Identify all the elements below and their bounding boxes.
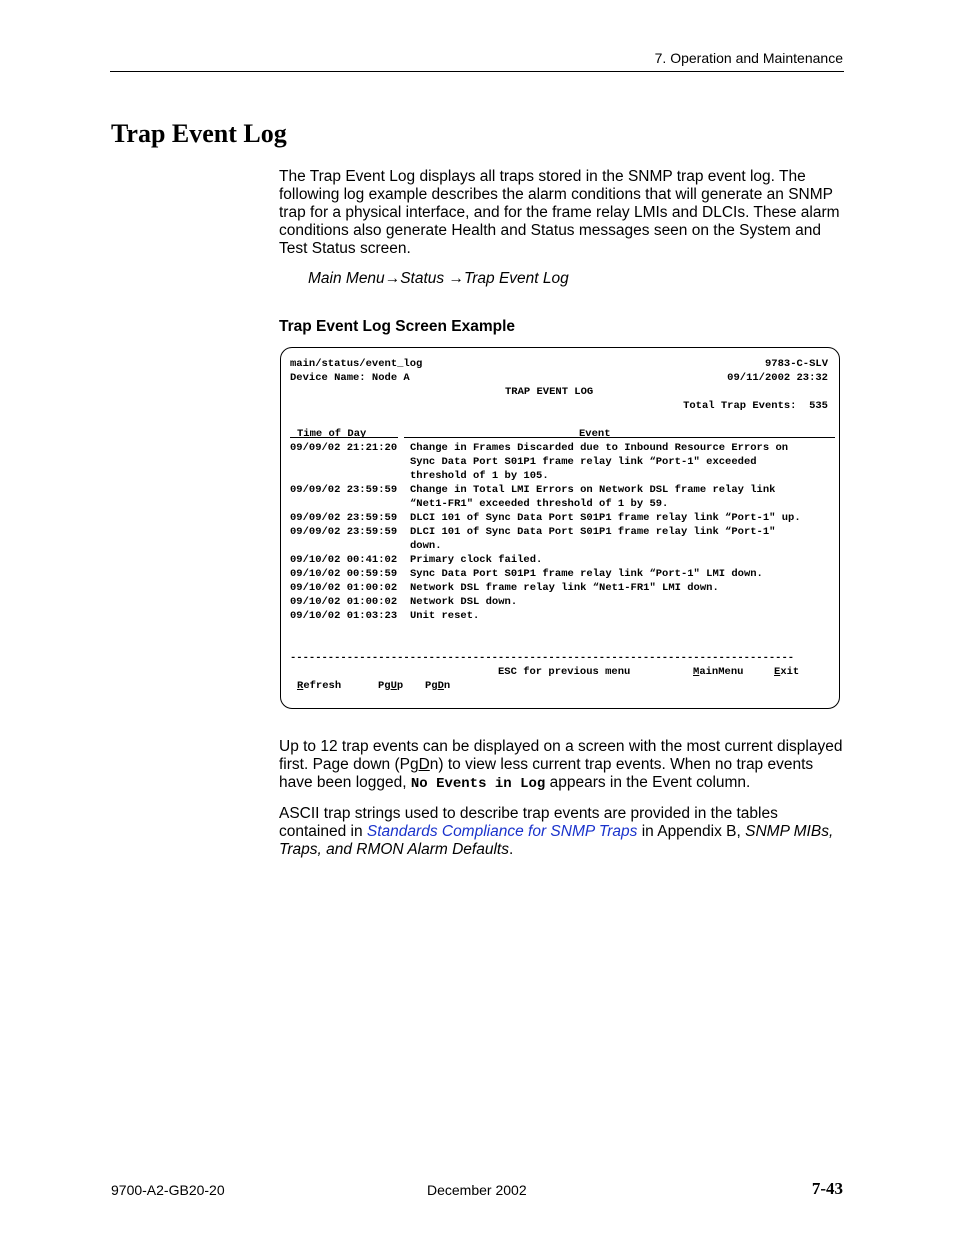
section-heading: Trap Event Log Screen Example [279, 318, 516, 335]
table-row [290, 581, 838, 595]
pgdn-button[interactable]: PgDn [425, 680, 451, 692]
screen-path: main/status/event_log [290, 358, 423, 370]
event-time: 09/09/02 23:59:59 [290, 512, 398, 524]
device-name: Device Name: Node A [290, 372, 410, 384]
col-header-event: Event [579, 428, 611, 440]
table-row [290, 483, 838, 497]
menu-path [308, 270, 569, 288]
table-row [290, 553, 838, 567]
event-text: Primary clock failed. [410, 554, 543, 566]
table-row [290, 469, 838, 483]
event-text: DLCI 101 of Sync Data Port S01P1 frame relay link “Port-1" [410, 526, 776, 538]
appendix-title: SNMP MIBs, Traps, and RMON Alarm Defaults [279, 823, 834, 858]
exit-button[interactable]: Exit [774, 666, 800, 678]
menu-path-status: Status [400, 270, 449, 287]
arrow-icon: → [384, 270, 401, 287]
page-number: 7-43 [811, 1179, 843, 1198]
screen-datetime: 09/11/2002 23:32 [727, 372, 828, 384]
running-header: 7. Operation and Maintenance [654, 50, 843, 66]
table-row [290, 525, 838, 539]
event-time: 09/10/02 00:41:02 [290, 554, 398, 566]
arrow-icon: → [448, 270, 464, 287]
table-row [290, 567, 838, 581]
event-text: Sync Data Port S01P1 frame relay link “Port-1" LMI down. [410, 568, 763, 580]
event-text: Network DSL frame relay link “Net1-FR1" LMI down. [410, 582, 719, 594]
header-rule [110, 71, 844, 72]
doc-date: December 2002 [427, 1182, 527, 1198]
event-time: 09/09/02 23:59:59 [290, 484, 398, 496]
col-underline-time [290, 437, 398, 438]
event-time: 09/10/02 00:59:59 [290, 568, 398, 580]
event-time: 09/10/02 01:00:02 [290, 582, 398, 594]
no-events-code: No Events in Log [410, 776, 546, 792]
table-row [290, 455, 838, 469]
event-text: threshold of 1 by 105. [410, 470, 549, 482]
event-text: Network DSL down. [410, 596, 518, 608]
esc-hint: ESC for previous menu [498, 666, 631, 678]
event-time: 09/09/02 23:59:59 [290, 526, 398, 538]
event-text: Unit reset. [410, 610, 480, 622]
event-text: DLCI 101 of Sync Data Port S01P1 frame relay link “Port-1" up. [410, 512, 801, 524]
menu-path-main: Main Menu [308, 270, 385, 287]
event-text: “Net1-FR1" exceeded threshold of 1 by 59. [410, 498, 669, 510]
event-time: 09/09/02 21:21:20 [290, 442, 398, 454]
paragraph-ascii-info: ASCII trap strings used to describe trap events are provided in the tables contained in Standards Compliance for SNMP Traps in Appendix B, SNMP MIBs, Traps, and RMON Alarm Defaults. [279, 805, 834, 858]
event-log [290, 441, 838, 623]
event-time: 09/10/02 01:00:02 [290, 596, 398, 608]
intro-paragraph: The Trap Event Log displays all traps stored in the SNMP trap event log. The following log example describes the alarm conditions that will generate an SNMP trap for a physical interface, and for the frame relay LMIs and DLCIs. These alarm conditions also generate Health and Status messages seen on the System and Test Status screen. [279, 168, 840, 257]
event-text: Sync Data Port S01P1 frame relay link “Port-1" exceeded [410, 456, 757, 468]
table-row [290, 609, 838, 623]
table-row [290, 511, 838, 525]
screen-model: 9783-C-SLV [764, 358, 828, 370]
col-underline-event [404, 437, 835, 438]
doc-number: 9700-A2-GB20-20 [111, 1182, 225, 1198]
screen-title: TRAP EVENT LOG [505, 386, 594, 398]
table-row [290, 595, 838, 609]
pgup-button[interactable]: PgUp [378, 680, 404, 692]
table-row [290, 497, 838, 511]
event-text: Change in Frames Discarded due to Inbound Resource Errors on [410, 442, 789, 454]
mainmenu-button[interactable]: MainMenu [693, 666, 744, 678]
event-text: Change in Total LMI Errors on Network DSL frame relay link [410, 484, 776, 496]
event-text: down. [410, 540, 442, 552]
event-time: 09/10/02 01:03:23 [290, 610, 398, 622]
total-trap-events: Total Trap Events: 535 [683, 400, 828, 412]
col-header-time: Time of Day [297, 428, 367, 440]
table-row [290, 441, 838, 455]
page-title: Trap Event Log [111, 119, 287, 148]
table-row [290, 539, 838, 553]
standards-compliance-link[interactable]: Standards Compliance for SNMP Traps [366, 823, 638, 840]
menu-path-trap: Trap Event Log [463, 270, 569, 287]
screen-divider: -------------------------------------------------------------------------------- [290, 652, 795, 664]
refresh-button[interactable]: Refresh [297, 680, 342, 692]
paragraph-display-info: Up to 12 trap events can be displayed on a screen with the most current displayed first. Page down (PgDn) to view less current trap events. When no trap events have been logged, No Events in Log appears in the Event column. [279, 738, 843, 792]
